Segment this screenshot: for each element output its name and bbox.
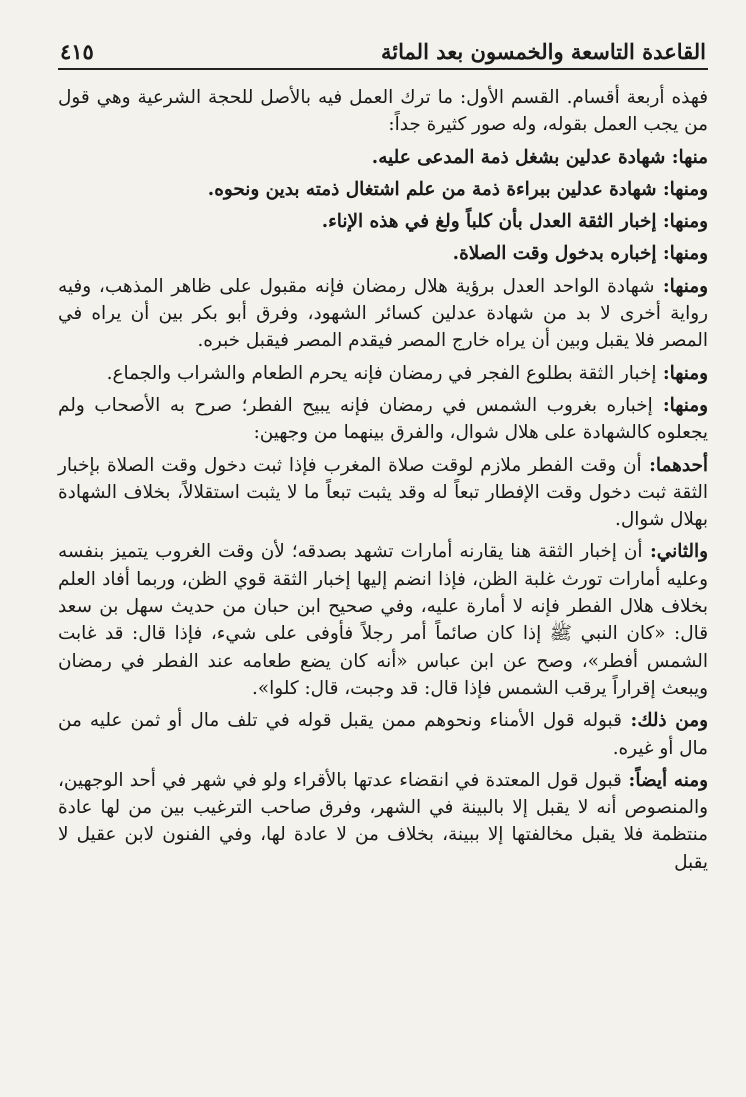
paragraph-lead: ومنها: — [656, 211, 708, 233]
paragraph-lead: منها: — [665, 146, 708, 168]
paragraph-lead: ومنها: — [656, 362, 708, 384]
paragraph-text: إخباره بدخول وقت الصلاة. — [452, 243, 657, 265]
paragraph-text: قبول قول المعتدة في انقضاء عدتها بالأقراء ولو في شهر في أحد الوجهين، والمنصوص أنه لا يقبل إلا بالبينة في الشهر، وفرق صاحب الترغيب بين من لها عادة منتظمة فلا يقبل مخالفتها إلا ببينة، بخلاف من لا عادة لها، وفي الفنون لابن عقيل لا يقبل — [58, 769, 708, 873]
paragraph-text: أن إخبار الثقة هنا يقارنه أمارات تشهد بصدقه؛ لأن وقت الغروب يتميز بنفسه وعليه أمارات تورث غلبة الظن، فإذا انضم إليها إخبار الثقة قوي الظن، وربما أفاد العلم بخلاف هلال الفطر فإنه لا أمارة عليه، وفي صحيح ابن حبان من حديث سهل بن سعد قال: «كان النبي ﷺ إذا كان صائماً أمر رجلاً فأوفى على شيء، فإذا قال: قد غابت الشمس أفطر»، وصح عن ابن عباس «أنه كان يضع طعامه عند الفطر في رمضان ويبعث إقراراً يرقب الشمس فإذا قال: قد وجبت، قال: كلوا». — [58, 541, 708, 699]
paragraph-lead: ومن ذلك: — [621, 710, 708, 732]
paragraph-text: إخبار الثقة العدل بأن كلباً ولغ في هذه الإناء. — [321, 211, 657, 233]
paragraph-item — [58, 360, 708, 387]
paragraph-lead: ومنها: — [654, 275, 708, 297]
paragraph-lead: ومنه أيضاً: — [621, 769, 709, 791]
paragraph-lead: والثاني: — [642, 541, 709, 563]
paragraph-text: شهادة عدلين بشغل ذمة المدعى عليه. — [371, 146, 666, 168]
paragraph-item — [58, 144, 708, 171]
page-body — [58, 84, 708, 876]
running-header — [58, 30, 708, 70]
paragraph-text: فهذه أربعة أقسام. القسم الأول: ما ترك العمل فيه بالأصل للحجة الشرعية وهي قول من يجب العمل بقوله، وله صور كثيرة جداً: — [58, 87, 708, 136]
paragraph-text: شهادة عدلين ببراءة ذمة من علم اشتغال ذمته بدين ونحوه. — [207, 178, 657, 200]
paragraph-text: إخبار الثقة بطلوع الفجر في رمضان فإنه يحرم الطعام والشراب والجماع. — [106, 362, 657, 384]
paragraph-text: شهادة الواحد العدل برؤية هلال رمضان فإنه مقبول على ظاهر المذهب، وفيه رواية أخرى لا بد من شهادة عدلين كسائر الشهود، وفرق أبو بكر بين أن يراه في المصر فلا يقبل وبين أن يراه خارج المصر فيقدم المصر فيقبل خبره. — [58, 275, 708, 352]
paragraph-item — [58, 452, 708, 534]
paragraph-lead: ومنها: — [656, 243, 708, 265]
paragraph-text: إخباره بغروب الشمس في رمضان فإنه يبيح الفطر؛ صرح به الأصحاب ولم يجعلوه كالشهادة على هلال شوال، والفرق بينهما من وجهين: — [58, 394, 708, 444]
paragraph-lead: ومنها: — [652, 394, 708, 416]
paragraph-item — [58, 392, 708, 447]
book-page — [58, 30, 708, 1080]
paragraph-item — [58, 208, 708, 235]
paragraph-item — [58, 273, 708, 355]
paragraph-item — [58, 240, 708, 267]
paragraph-item — [58, 707, 708, 762]
paragraph-text: أن وقت الفطر ملازم لوقت صلاة المغرب فإذا ثبت دخول وقت الصلاة بإخبار الثقة ثبت دخول وقت الإفطار تبعاً له وقد يثبت تبعاً ما لا يثبت استقلالاً، بخلاف الشهادة بهلال شوال. — [58, 454, 708, 531]
paragraph-lead: ومنها: — [656, 178, 708, 200]
page-number: ٤١٥ — [60, 39, 94, 64]
paragraph-intro — [58, 84, 708, 139]
chapter-title: القاعدة التاسعة والخمسون بعد المائة — [381, 39, 706, 64]
paragraph-item — [58, 538, 708, 702]
paragraph-lead: أحدهما: — [641, 454, 708, 476]
paragraph-item — [58, 767, 708, 876]
paragraph-item — [58, 176, 708, 203]
paragraph-text: قبوله قول الأمناء ونحوهم ممن يقبل قوله في تلف مال أو ثمن عليه من مال أو غيره. — [58, 710, 708, 759]
